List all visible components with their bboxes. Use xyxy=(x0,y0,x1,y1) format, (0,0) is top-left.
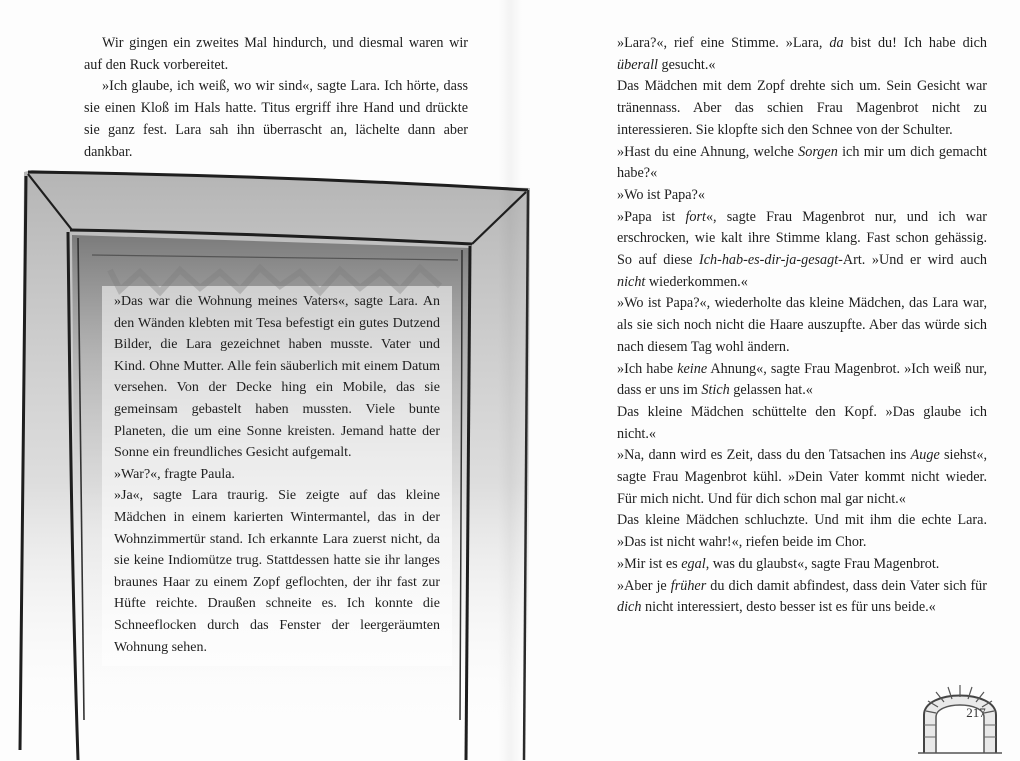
intro-text xyxy=(84,33,468,163)
page-number: 217 xyxy=(966,705,986,720)
right-paragraph-12: »Aber je früher du dich damit abfindest, dass dein Vater sich für dich nicht interessiert, desto besser ist es für uns beide.« xyxy=(617,577,987,616)
right-paragraph-4: »Wo ist Papa?« xyxy=(617,186,705,203)
right-paragraph-5: »Papa ist fort«, sagte Frau Magenbrot nur, und ich war erschrocken, wie kalt ihre Stimme klang. Fast schon gehässig. So auf diese Ich-hab-es-dir-ja-gesagt-Art. »Und er wird auch nicht wiederkommen.« xyxy=(617,208,987,290)
right-paragraph-6: »Wo ist Papa?«, wiederholte das kleine Mädchen, das Lara war, als sie sich noch nicht die Haare auszupfte. Aber das würde sich nach diesem Tag wohl ändern. xyxy=(617,295,987,355)
inset-paragraph-1: »Das war die Wohnung meines Vaters«, sagte Lara. An den Wänden klebten mit Tesa befestigt ein gutes Dutzend Bilder, die Lara gezeichnet haben musste. Vater und Kind. Ohne Mutter. Alle fein säuberlich mit einem Datum versehen. Von der Decke hing ein Mobile, das sie gemeinsam gebastelt haben mussten. Viele bunte Planeten, die um eine Sonne kreisten. Jemand hatte der Sonne ein freundliches Gesicht aufgemalt. xyxy=(114,294,440,461)
intro-paragraph-1: Wir gingen ein zweites Mal hindurch, und diesmal waren wir auf den Ruck vorbereitet. xyxy=(84,35,468,73)
right-paragraph-7: »Ich habe keine Ahnung«, sagte Frau Magenbrot. »Ich weiß nur, dass er uns im Stich gelassen hat.« xyxy=(617,360,987,399)
right-paragraph-10: Das kleine Mädchen schluchzte. Und mit ihm die echte Lara. »Das ist nicht wahr!«, riefen beide im Chor. xyxy=(617,512,987,551)
right-paragraph-9: »Na, dann wird es Zeit, dass du den Tatsachen ins Auge siehst«, sagte Frau Magenbrot kühl. »Dein Vater kommt nicht wieder. Für mich nicht. Und für dich schon mal gar nicht.« xyxy=(617,447,987,507)
right-paragraph-3: »Hast du eine Ahnung, welche Sorgen ich mir um dich gemacht habe?« xyxy=(617,143,987,182)
right-paragraph-8: Das kleine Mädchen schüttelte den Kopf. »Das glaube ich nicht.« xyxy=(617,403,987,442)
intro-paragraph-2: »Ich glaube, ich weiß, wo wir sind«, sagte Lara. Ich hörte, dass sie einen Kloß im Hals hatte. Titus ergriff ihre Hand und drückte sie ganz fest. Lara sah ihn überrascht an, lächelte dann aber dankbar. xyxy=(84,78,468,160)
inset-paragraph-3: »Ja«, sagte Lara traurig. Sie zeigte auf das kleine Mädchen in einem karierten Wintermantel, das in der Wohnzimmertür stand. Ich erkannte Lara zuerst nicht, da sie keine Indiomütze trug. Stattdessen hatte sie ihr langes braunes Haar zu einem Zopf geflochten, der ihr fast zur Hüfte reichte. Draußen schneite es. Ich konnte die Schneeflocken durch das Fenster der leergeräumten Wohnung sehen. xyxy=(114,488,440,655)
right-paragraph-11: »Mir ist es egal, was du glaubst«, sagte Frau Magenbrot. xyxy=(617,555,940,572)
right-text xyxy=(617,33,987,619)
inset-text xyxy=(114,291,440,658)
inset-paragraph-2: »War?«, fragte Paula. xyxy=(114,466,235,482)
right-paragraph-2: Das Mädchen mit dem Zopf drehte sich um. Sein Gesicht war tränennass. Aber das schien Frau Magenbrot nicht zu interessieren. Sie klopfte sich den Schnee von der Schulter. xyxy=(617,78,987,138)
right-page xyxy=(510,0,1020,761)
right-paragraph-1: »Lara?«, rief eine Stimme. »Lara, da bist du! Ich habe dich überall gesucht.« xyxy=(617,35,988,73)
